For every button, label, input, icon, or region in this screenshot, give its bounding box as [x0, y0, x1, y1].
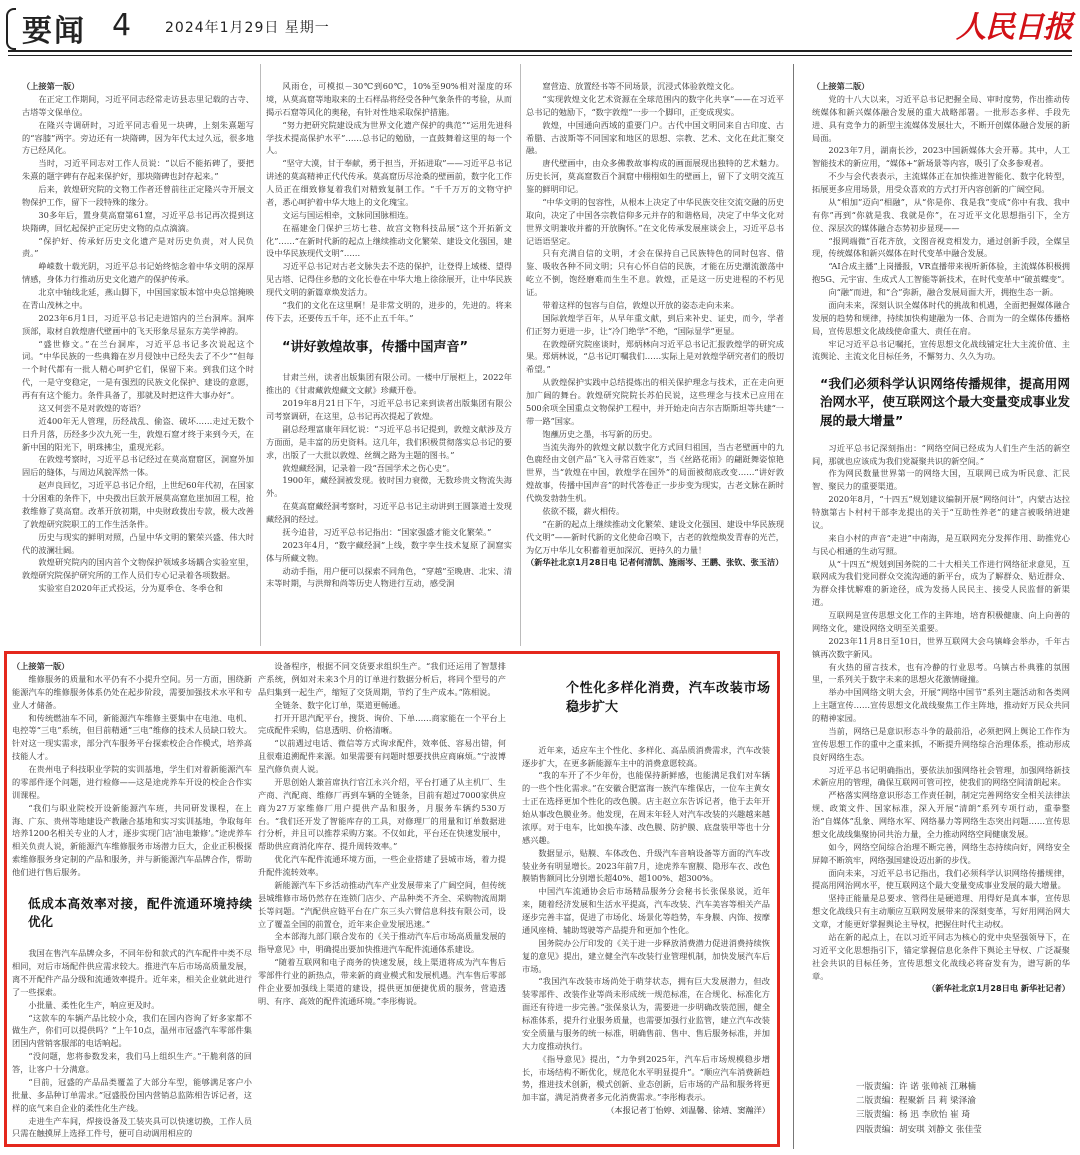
body-paragraph: 新能源汽车下乡活动推动汽车产业发展带来了广阔空间，但传统县城维修市场仍然存在连锁门店少、产品种类不齐全、采购物流周期长等问题。“汽配供应链平台在广东三头六臂信息科技有限公司，设立了覆盖全国的前置仓，近年来企业发展迅速。”: [258, 879, 506, 929]
column-divider: [520, 64, 521, 646]
body-paragraph: “我们与职业院校开设新能源汽车班，共同研发课程，在上海、广东、贵州等地建设产教融合基地和实习实训基地，争取每年培养1200名相关专业的人才，逐步实现门店‘油电兼修’。”途虎养车相关负责人说，新能源汽车维修服务市场潜力巨大，企业正积极探索维修服务身定制的产品和服务，并与新能源汽车品牌合作，帮助他们进行售后服务。: [12, 802, 252, 877]
body-paragraph: 小批量、柔性化生产，响应更及时。: [28, 999, 160, 1010]
body-paragraph: 北京中轴线北延，燕山脚下，中国国家版本馆中央总馆掩映在青山茂林之中。: [22, 287, 254, 310]
body-paragraph: 打开开思汽配平台，搜货、询价、下单……商家能在一个平台上完成配件采购，信息透明、价格清晰。: [258, 712, 506, 736]
body-paragraph: “盛世修文。”在兰台洞库，习近平总书记多次说起这个词。“中华民族的一些典籍在岁月侵蚀中已经失去了不少”“但每一个时代都有一批人精心呵护它们，保留下来。到我们这个时代，一是守变稳定，一是有强烈的民族文化保护、建设的意愿，再有有这个能力。条件具备了，那就及时把这件大事办好”。: [22, 338, 254, 400]
body-paragraph: 党的十八大以来，习近平总书记把握全局、审时度势，作出推动传统媒体和新兴媒体融合发展的重大战略部署。一批形态多样、手段先进、具有竞争力的新型主流媒体发展壮大，不断开创媒体融合发展的新局面。: [812, 93, 1070, 143]
body-paragraph: 在福建金门保护三坊七巷、故宫文物科技品展“这个开拓新文化”……“在新时代新的起点上继续推动文化繁荣、建设文化强国，建设中华民族现代文明”……: [266, 222, 512, 259]
body-paragraph: 2023年4月，“数字藏经洞”上线，数字孪生技术复原了洞窟实体与所藏文物。: [266, 539, 512, 563]
issue-date: 2024年1月29日 星期一: [165, 20, 330, 36]
body-paragraph: 维修服务的质量和水平仍有不小提升空间。另一方面，围绕新能源汽车的维修服务体系仍处在起步阶段，需要加强技术水平和专业人才储备。: [12, 673, 252, 710]
body-paragraph: 近400年无人管理，历经战乱、偷盗、破坏……走过无数个日升月落，历经多少次九死一生，敦煌石窟才终于来到今天，在新中国的阳光下，明珠拂尘，重现光彩。: [22, 415, 254, 452]
article-column-1: [22, 80, 254, 646]
body-paragraph: 《指导意见》提出，“力争到2025年，汽车后市场规模稳步增长，市场结构不断优化，规范化水平明显提升”。“顺应汽车消费新趋势，推进技术创新，模式创新、业态创新，后市场的产品和服务将更加丰富，满足消费者多元化消费需求。”李彤梅表示。: [522, 1053, 770, 1103]
auto-article-column-a: [12, 660, 252, 1144]
body-paragraph: 国际敦煌学百年，从早年重文献，到后来补史、证史，而今，学者们正努力更进一步，让“冷门绝学”不绝，“国际显学”更显。: [526, 312, 784, 336]
body-paragraph: 甘肃兰州，读者出版集团有限公司。一楼中厅展柜上，2022年推出的《甘肃藏敦煌藏文文献》珍藏开卷。: [266, 372, 512, 396]
continued-label: （上接第一版）: [12, 661, 70, 671]
masthead-rule: [8, 50, 1072, 52]
body-paragraph: 和传统燃油车不同，新能源汽车维修主要集中在电池、电机、电控等“三电”系统，但目前精通“三电”维修的技术人员缺口较大。针对这一现实需求，部分汽车服务平台探索校企合作模式，培养高技能人才。: [12, 712, 252, 762]
body-paragraph: 走进生产车间，焊接设备及工装夹具可以快速切换，工作人员只需在触摸屏上选择工件号，便可自动调用相应的: [12, 1115, 252, 1139]
section-headline-parts-supply: 低成本高效率对接，配件流通环境持续优化: [28, 895, 252, 929]
column-divider: [793, 64, 794, 1149]
body-paragraph: 当时，习近平同志对工作人员说：“以后不能拓碑了，要把朱熹的题字碑有存起来保护好，那块隋碑也封存起来。”: [22, 158, 254, 182]
right-body-bottom: [812, 442, 1070, 983]
body-paragraph: 严格落实网络意识形态工作责任制，制定完善网络安全相关法律法规、政策文件、国家标准，深入开展“清朗”系列专项行动，重拳整治“自媒体”乱象、网络水军、网络暴力等网络生态突出问题……宣传思想文化战线集聚协同共治力量，全力推动网络空间健康发展。: [812, 790, 1070, 839]
body-paragraph: 只有充满自信的文明，才会在保持自己民族特色的同时包容、借鉴、吸收各种不同文明；只有心怀自信的民族，才能在历史潮流激荡中屹立不倒，饱经磨难而生生不息。敦煌，正是这一历史进程的不朽见证。: [526, 248, 784, 297]
body-paragraph: “中华文明的包容性，从根本上决定了中华民族交往交流交融的历史取向，决定了中国各宗教信仰多元并存的和谐格局，决定了中华文化对世界文明兼收并蓄的开放胸怀。”在文化传承发展座谈会上，习近平总书记语语坚定。: [526, 196, 784, 246]
body-paragraph: 2023年7月，湖南长沙，2023中国新媒体大会开幕。其中，人工智能技术的新应用，“媒体+”新场景等内容，吸引了众多参观者。: [812, 145, 1070, 169]
section-headline-car-modification: 个性化多样化消费，汽车改装市场稳步扩大: [566, 681, 770, 715]
masthead-rule-thin: [8, 55, 1072, 56]
body-paragraph: 从“相加”迈向“相融”，从“你是你、我是我”变成“你中有我、我中有你”再到“你就是我、我就是你”，在习近平文化思想指引下，全方位、深层次的媒体融合态势初步显现——: [812, 196, 1070, 233]
column-divider: [260, 64, 261, 646]
body-paragraph: 风雨仓，可模拟－30℃到60℃，10%至90%相对湿度的环境，从莫高窟等地取来的土石样品将经受各种气象条件的考验，从而揭示石窟等风化的奥秘，有针对性地采取保护措施。: [266, 81, 512, 117]
section-headline-internet: “我们必须科学认识网络传播规律，提高用网治网水平，使互联网这个最大变量变成事业发展的最大增量”: [820, 376, 1070, 428]
editor-credits: [856, 1080, 1066, 1137]
article-column-2: [266, 80, 512, 646]
body-paragraph: 如今，网络空间综合治理不断完善，网络生态持续向好，网络安全屏障不断筑牢，网络强国建设迈出新的步伐。: [812, 841, 1070, 865]
article-column-3: [526, 80, 784, 646]
body-paragraph: 30多年后，置身莫高窟第61窟，习近平总书记再次提到这块隋碑，回忆起保护正定历史文物的点点滴滴。: [22, 209, 254, 233]
body-paragraph: “我国汽车改装市场尚处于萌芽状态，拥有巨大发展潜力，但改装零部件、改装作业等尚未形成统一规范标准，在合规化、标准化方面还有待进一步完善。”张保泉认为，需要进一步明确改装范围，健全标准体系，提升行业服务质量，也需要加强行业监管，建立汽车改装安全质量与服务的统一标准，明确售前、售中、售后服务标准，并加大力度推动执行。: [522, 976, 770, 1051]
body-paragraph: 从敦煌保护实践中总结提炼出的相关保护理念与技术，正在走向更加广阔的舞台。敦煌研究院院长苏伯民说，这些理念与技术已应用在500余项全国重点文物保护工程中，并开始走向吉尔吉斯斯坦等共建“一带一路”国家。: [526, 377, 784, 426]
body-paragraph: 在莫高窟藏经洞考察时，习近平总书记主动讲到王圆箓道士发现藏经洞的经过。: [266, 501, 512, 525]
body-paragraph: 互联网是宣传思想文化工作的主阵地，培育积极健康、向上向善的网络文化，建设网络文明至关重要。: [812, 610, 1070, 633]
body-paragraph: 全链条、数字化订单，渠道更畅通。: [274, 699, 406, 710]
body-paragraph: 开思创始人兼首席执行官江永兴介绍，平台打通了从主机厂、生产商、汽配商、维修厂再到车辆的全链条，目前有超过7000家供应商为27万家维修厂用户提供产品和服务，月服务车辆约530万台。“我们还开发了智能库存的工具，对修理厂的用量和订单数据进行分析，并且可以推荐采购方案。不仅如此，平台还在快速发展中，帮助供应商消化库存、提升周转效率。”: [258, 776, 506, 852]
body-paragraph: 不少与会代表表示，主流媒体正在加快推进智能化、数字化转型，拓展更多应用场景，用受众喜欢的方式打开内容创新的广阔空间。: [812, 171, 1070, 194]
column-1-body: [22, 93, 254, 595]
body-paragraph: “目前，冠盛的产品品类覆盖了大部分车型，能够满足客户小批量、多品种订单需求。”冠盛股份国内营销总监陈相告诉记者，这样的底气来自企业的柔性化生产线。: [12, 1076, 252, 1113]
body-paragraph: 中国汽车流通协会后市场精品服务分会秘书长张保泉说，近年来，随着经济发展和生活水平提高，汽车改装、汽车美容等相关产品逐步完善丰富，促进了市场化、场景化等趋势，车身膜、内饰、按摩通风座椅、辅助驾驶等产品提升和更加个性化。: [522, 886, 770, 935]
body-paragraph: 数据显示，贴膜、车体改色、升级汽车音响设备等方面的汽车改装业务有明显增长。2023年前7月，途虎养车窗膜、隐形车衣、改色膜销售额同比分别增长超40%、超100%、超300%。: [522, 847, 770, 884]
auto-article-body-a2: [12, 947, 252, 1140]
body-paragraph: “我的车开了不少年份，也能保持新鲜感，也能满足我们对车辆的一些个性化需求。”在安徽合肥富海一族汽车维保店，一位车主黄女士正在选择更加个性化的改色膜。店主赵立东告诉记者，他于去年开始从事改色膜业务。他发现，在周末年轻人对汽车改装的兴趣越来越浓厚。对于电车，比如换车漆、改色膜、防护膜、底盘装甲等也十分感兴趣。: [522, 770, 770, 845]
body-paragraph: 牢记习近平总书记嘱托，宣传思想文化战线铺定壮大主流价值、主流舆论、主流文化目标任务，不懈努力、久久为功。: [812, 338, 1070, 362]
body-paragraph: 依欲不辍，薪火相传。: [542, 505, 625, 516]
editor-credit-line: 一版责编：许 诺 张帅祯 江琳楠: [856, 1082, 976, 1092]
body-paragraph: 敦煌藏经洞，记录着一段“吾国学术之伤心史”。: [282, 462, 455, 473]
body-paragraph: “实现敦煌文化艺术资源在全球范围内的数字化共享”——在习近平总书记的勉励下，“数字敦煌”一步一个脚印，正变成现实。: [526, 93, 784, 117]
body-paragraph: 在正定工作期间，习近平同志经常走访县志里记载的古寺、古塔等文保单位。: [22, 93, 254, 117]
body-paragraph: “在新的起点上继续推动文化繁荣、建设文化强国、建设中华民族现代文明”——新时代新的文化使命召唤下，古老的敦煌焕发青春的光芒，为亿万中华儿女积蓄着更加深沉、更持久的力量！: [526, 518, 784, 555]
body-paragraph: 唐代壁画中，由众多佛教故事构成的画面展现出独特的艺术魅力。历史长河，莫高窟数百个洞窟中栩栩如生的壁画上，留下了文明交流互鉴的鲜明印记。: [526, 158, 784, 194]
body-paragraph: 当前，网络已是意识形态斗争的最前沿，必须把网上舆论工作作为宣传思想工作的重中之重来抓，不断提升网络综合治理体系，推动形成良好网络生态。: [812, 725, 1070, 762]
body-paragraph: 国务院办公厅印发的《关于进一步释放消费潜力促进消费持续恢复的意见》提出，建立健全汽车改装行业管理机制，加快发展汽车后市场。: [522, 937, 770, 974]
body-paragraph: “这款车的车辆产品比较小众，我们在国内咨询了好多家都不做生产，你们可以提供吗？”上午10点，温州市冠盛汽车零部件集团国内营销客服部的电话响起。: [12, 1012, 252, 1049]
page-number: 4: [112, 8, 132, 43]
body-paragraph: 面向未来，习近平总书记指出，我们必须科学认识网络传播规律，提高用网治网水平，使互联网这个最大变量变成事业发展的最大增量。: [812, 867, 1070, 891]
body-paragraph: 实验室自2020年正式投运，分为夏季仓、冬季仓和: [38, 583, 223, 594]
masthead: [0, 0, 1080, 52]
body-paragraph: 面向未来，深刻认识全媒体时代的挑战和机遇，全面把握媒体融合发展的趋势和规律，持续加快构建融为一体、合而为一的全媒体传播格局，宣传思想文化战线使命重大、责任在肩。: [812, 299, 1070, 336]
body-paragraph: 抚今追昔，习近平总书记指出：“国家强盛才能文化繁荣。”: [282, 526, 492, 537]
editor-credit-line: 三版责编：杨 迅 李欣怡 崔 琦: [856, 1110, 971, 1121]
body-paragraph: “没问题，您将参数发来，我们马上组织生产。”干脆利落的回答，让客户十分满意。: [12, 1051, 252, 1074]
body-paragraph: 习近平总书记对古老文脉失去不迭的保护，让登得上域楼、望得见古塔、记得住乡愁的文化长卷在中华大地上徐徐展开，让中华民族现代文明的新篇章焕发活力。: [266, 261, 512, 297]
body-paragraph: 饱蘸历史之墨，书写新的历史。: [542, 428, 658, 439]
column-3-body: [526, 80, 784, 556]
body-paragraph: 优化汽车配件流通环境方面，一些企业搭建了县城市场，着力提升配件流转效率。: [258, 854, 506, 877]
body-paragraph: 从“十四五”规划到国务院的二十大相关工作进行网络征求意见，互联网成为我们党同群众交流沟通的新平台，成为了解群众、贴近群众、为群众排忧解难的新途径，成为发扬人民民主、接受人民监督的新渠道。: [812, 558, 1070, 608]
article-dateline: （新华社北京1月28日电 新华社记者）: [927, 983, 1070, 994]
body-paragraph: 全本部海九部门联合发布的《关于推动汽车后市场高质量发展的指导意见》中，明确提出要加快推进汽车配件流通体系建设。: [258, 931, 506, 955]
body-paragraph: 2020年8月，“十四五”规划建议编制开展“网络问计”，内蒙古达拉特旗第古卜村村干部李龙提出的关于“互助性养老”的建言被吸纳进建议。: [812, 494, 1070, 530]
body-paragraph: 我国在售汽车品牌众多，不同年份和款式的汽车配件中类不尽相同，对后市场配件供应需求较大。推进汽车后市场高质量发展，离不开配件产品分级和流通效率提升。近年来，相关企业就此进行了一些探索。: [12, 948, 252, 997]
body-paragraph: 带着这样的包容与自信，敦煌以开放的姿态走向未来。: [542, 299, 739, 310]
column-2-body-top: [266, 80, 512, 325]
auto-article-body-c: [522, 744, 770, 1105]
body-paragraph: 举办中国网络文明大会，开展“网络中国节”系列主题活动和各类网上主题宣传……宣传思想文化战线聚焦工作主阵地，推动好万民众共同的精神家园。: [812, 687, 1070, 723]
body-paragraph: 敦煌，中国通向西域的重要门户。古代中国文明同来自古印度、古希腊、古波斯等不同国家和地区的思想、宗教、艺术、文化在此汇聚交融。: [526, 119, 784, 156]
body-paragraph: 副总经理富康年回忆说：“习近平总书记提到，敦煌文献涉及方方面面，是丰富的历史资料。这几年，我们积极贯彻落实总书记的要求，出版了一大批以敦煌、丝绸之路为主题的图书。”: [266, 423, 512, 460]
continued-label: （上接第一版）: [22, 81, 80, 91]
body-paragraph: 历史与现实的鲜明对照，凸显中华文明的繁荣兴盛、伟大时代的波澜壮阔。: [22, 531, 254, 555]
continued-label: （上接第二版）: [812, 81, 870, 91]
body-paragraph: “以前遇过电话、微信等方式询求配件，效率低、容易出错，何且很难追溯配件来源。如果需要有问题时想要找供应商麻烦。”宁波博星汽修负责人说。: [258, 738, 506, 774]
body-paragraph: 2019年8月21日下午，习近平总书记来到读者出版集团有限公司考察调研，在这里，总书记再次提起了敦煌。: [266, 398, 512, 422]
article-column-right: [812, 80, 1070, 1075]
body-paragraph: “努力把研究院建设成为世界文化遗产保护的典范”“运用先进科学技术提高保护水平”……总书记的勉励，一直鼓舞着这里的每一个人。: [266, 119, 512, 156]
body-paragraph: 1900年，藏经洞被发现。彼时国力衰微，无数珍贵文物流失海外。: [266, 475, 512, 499]
right-body-top: [812, 93, 1070, 363]
body-paragraph: “随着互联网和电子商务的快速发展，线上渠道将成为汽车售后零部件行业的新热点，带来新的商业模式和发展机遇。汽车售后零部件企业要加强线上渠道的建设，提供更加便捷优质的服务，营造透明、有序、高效的配件流通环境。”李彤梅说。: [258, 957, 506, 1006]
body-paragraph: “报网端微”百花齐放，文图音视竞相发力，通过创新手段，全媒呈现，传统媒体和新兴媒体在时代变革中融合发展。: [812, 235, 1070, 259]
body-paragraph: 后来，敦煌研究院的文物工作者还曾前往正定隆兴寺开展文物保护工作，留下一段特殊的缘分。: [22, 184, 254, 207]
section-title: 要闻: [22, 14, 86, 49]
body-paragraph: 敦煌研究院内的国内首个文物保护领域多场耦合实验室里，敦煌研究院保护研究所的工作人员们专心记录着各项数据。: [22, 557, 254, 581]
body-paragraph: “保护好、传承好历史文化遗产是对历史负责，对人民负责。”: [22, 235, 254, 259]
body-paragraph: 文运与国运相牵，文脉同国脉相连。: [282, 209, 414, 220]
newspaper-logo: 人民日报: [956, 10, 1072, 45]
editor-credit-line: 二版责编：程聚新 吕 莉 梁泽渝: [856, 1096, 976, 1107]
article-byline: （本报记者丁怡婷、刘温馨、徐靖、窦瀚洋）: [606, 1105, 770, 1116]
body-paragraph: 坚持正能量是总要求、管得住是硬道理、用得好是真本事，宣传思想文化战线只有主动顺应互联网发展带来的深刻变革，写好用网治网大文章，才能更好掌握舆论主导权，把握住时代主动权。: [812, 893, 1070, 929]
body-paragraph: 2023年6月1日，习近平总书记走进馆内的兰台洞库。洞库顶部，取材自敦煌唐代壁画中的飞天形象尽显东方美学神韵。: [22, 312, 254, 336]
body-paragraph: 赵声良回忆，习近平总书记介绍，上世纪60年代初，在国家十分困难的条件下，中央拨出巨款开展莫高窟危崖加固工程，抢救维修了莫高窟。改革开放初期，中央财政拨出专款，极大改善了敦煌研究院职工的工作生活条件。: [22, 480, 254, 529]
body-paragraph: “AI合成主播”上岗播报，VR直播带来视听新体验，主流媒体积极拥抱5G、元宇宙、生成式人工智能等新技术，在时代变革中“破茧蝶变”。: [812, 261, 1070, 285]
auto-article-body-b: [258, 660, 506, 1008]
body-paragraph: 近年来，适应车主个性化、多样化、高品质消费需求，汽车改装逐步扩大，在更多新能源车主中的消费意愿较高。: [522, 744, 770, 768]
body-paragraph: “坚守大漠，甘于奉献，勇于担当，开拓进取”——习近平总书记讲述的莫高精神正代代传承。莫高窟历尽沧桑的壁画前，数字化工作人员正在细致修复着我们对精致复制工作。“千千万万的文物守护者，悉心呵护着中华大地上的文化瑰宝。: [266, 158, 512, 207]
auto-article-column-b: [258, 660, 506, 1144]
body-paragraph: 2023年11月8日至10日，世界互联网大会乌镇峰会举办，千年古镇再次数字新风。: [812, 635, 1070, 659]
body-paragraph: 来自小村的声音“走进”中南海，是互联网充分发挥作用、助推党心与民心相通的生动写照。: [812, 532, 1070, 556]
body-paragraph: 设备程序，根据不同交货要求组织生产。“我们还运用了智慧排产系统，例如对未来3个月的订单进行数据分析后，将同个型号的产品归集到一起生产，缩短了交货周期，节约了生产成本。”陈相说。: [258, 661, 506, 697]
body-paragraph: 在贵州电子科技职业学院的实训基地，学生们对着新能源汽车的零部件逐个问题，进行检修——这是途虎养车开设的校企合作实训课程。: [12, 764, 252, 800]
body-paragraph: 有火热的留言技术，也有冷静的行业思考。乌镇古朴典雅的氛围里，一系列关于数字未来的思想火花激情碰撞。: [812, 661, 1070, 685]
body-paragraph: 习近平总书记明确指出，要依法加强网络社会管理，加强网络新技术新应用的管理，确保互联网可管可控，使我们的网络空间清朗起来。: [812, 764, 1070, 788]
body-paragraph: “我们的文化在这里啊！是非常文明的，进步的，先进的。将来传下去，还要传五千年，还不止五千年。”: [266, 299, 512, 323]
body-paragraph: 峥嵘数十载光阴，习近平总书记始终惦念着中华文明的深厚情感，身体力行推动历史文化遗产的保护传承。: [22, 261, 254, 285]
body-paragraph: 在敦煌考察时，习近平总书记经过在莫高窟窟区，洞窟外加固后的缝体，与周边风貌浑然一体。: [22, 454, 254, 478]
body-paragraph: 当流失海外的敦煌文献以数字化方式回归祖国，当古老壁画中的九色鹿经由文创产品“飞入寻常百姓家”，当《丝路花雨》的翩跹舞姿惊艳世界，当“敦煌在中国，敦煌学在国外”的局面被彻底改变……“讲好敦煌故事，传播中国声音”的时代答卷正一步步变为现实，古老文脉在新时代焕发勃勃生机。: [526, 441, 784, 503]
article-dateline: （新华社北京1月28日电 记者何清凯、施雨岑、王鹏、张钦、张玉洁）: [526, 557, 784, 568]
editor-credit-line: 四版责编：胡安琪 刘静文 张佳莹: [856, 1124, 982, 1135]
auto-article-body-a: [12, 673, 252, 879]
body-paragraph: 动动手指，用户便可以探索不同角色，“穿越”至晚唐、北宋、清末等时期，与洪辩和尚等历史人物进行互动，感受洞: [266, 565, 512, 589]
section-bracket: [6, 8, 16, 50]
body-paragraph: 作为网民数量世界第一的网络大国，互联网已成为听民意、汇民智、聚民力的重要渠道。: [812, 468, 1070, 492]
body-paragraph: 在敦煌研究院座谈时，郑炳林向习近平总书记汇报敦煌学的研究成果。郑炳林说，“总书记叮嘱我们……实际上是对敦煌学研究者们的殷切希望。”: [526, 338, 784, 375]
body-paragraph: 窟营造、放置经书等不同场景，沉浸式体验敦煌文化。: [542, 81, 739, 91]
column-2-body-bottom: [266, 371, 512, 590]
body-paragraph: 在隆兴寺调研时，习近平同志看见一块碑，上刻朱熹题写的“容膝”两字。旁边还有一块隋碑，因为年代太过久远，很多地方已经风化。: [22, 119, 254, 156]
body-paragraph: 这又何尝不是对敦煌的寄语？: [38, 402, 145, 413]
auto-article-column-c: [522, 660, 770, 1144]
body-paragraph: 习近平总书记深刻指出：“网络空间已经成为人们生产生活的新空间，那就也应该成为我们党凝聚共识的新空间。”: [812, 442, 1070, 466]
body-paragraph: 站在新的起点上，在以习近平同志为核心的党中央坚强领导下，在习近平文化思想指引下，锚定掌握信息化条件下舆论主导权、广泛凝聚社会共识的目标任务，宣传思想文化战线必将奋发有为，谱写新的华章。: [812, 931, 1070, 981]
body-paragraph: 向“融”而进，和“合”弥新，融合发展局面大开，拥抱生态一新。: [828, 287, 1059, 297]
section-headline-dunhuang: “讲好敦煌故事，传播中国声音”: [282, 339, 469, 355]
